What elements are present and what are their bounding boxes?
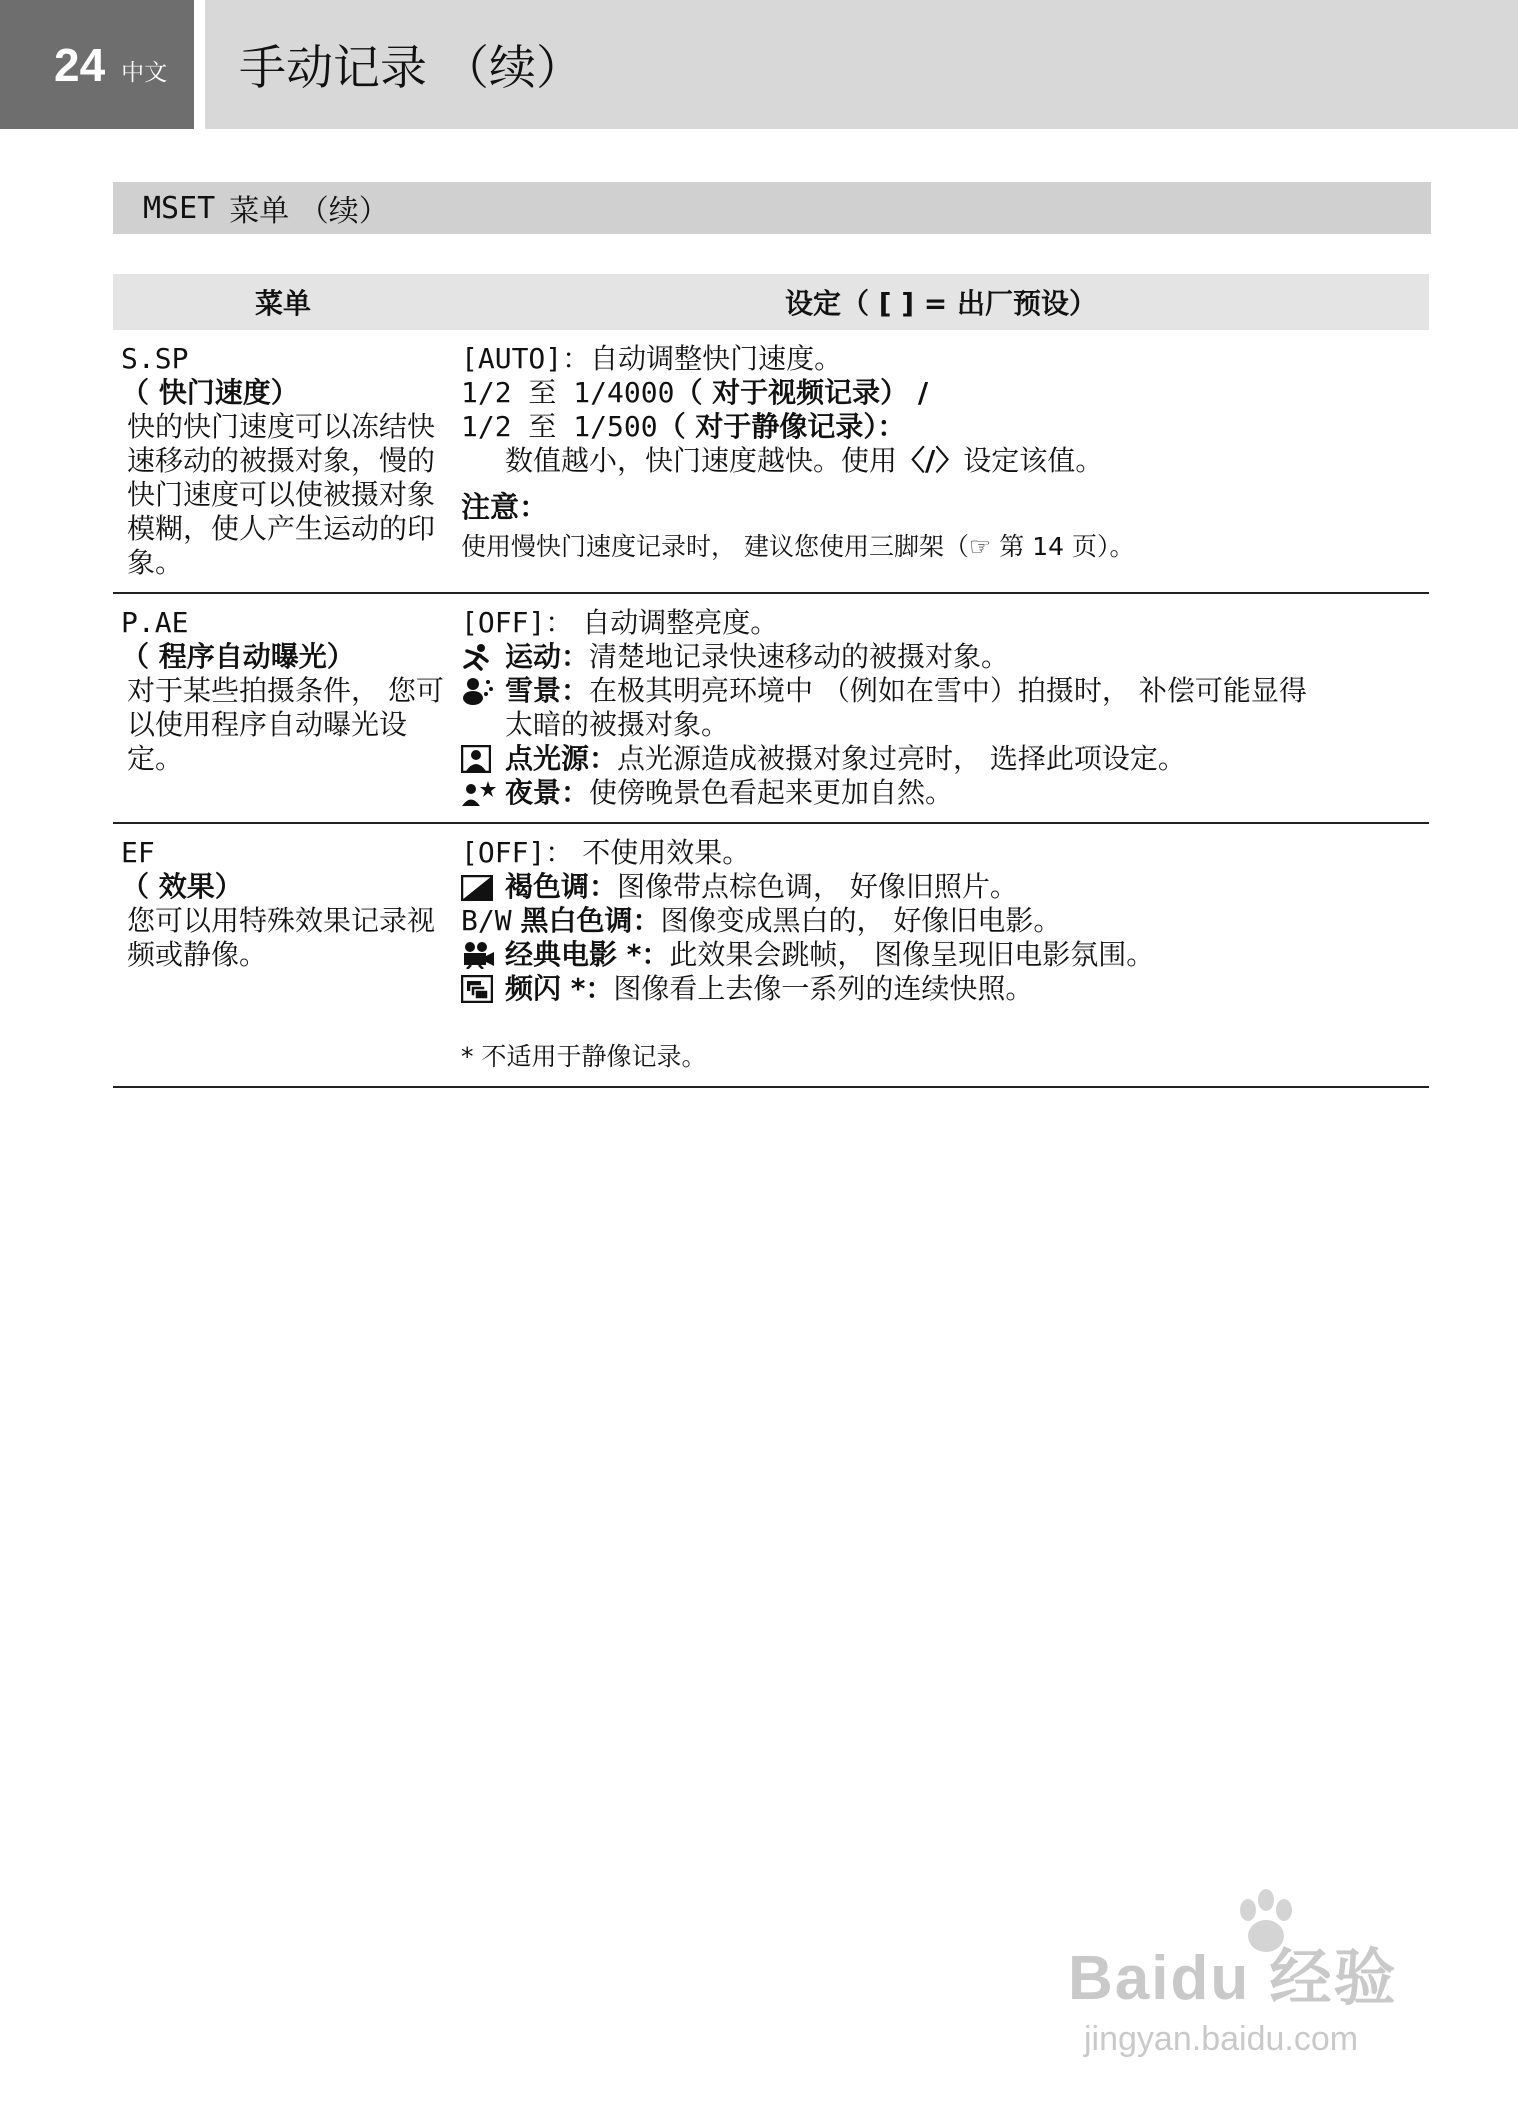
option-text: 此效果会跳帧， 图像呈现旧电影氛围。 bbox=[669, 938, 1155, 971]
option-label: 运动： bbox=[505, 640, 590, 673]
setting-code: [OFF] bbox=[461, 606, 546, 639]
note-title: 注意： bbox=[461, 490, 549, 524]
setting-text: 数值越小，快门速度越快。使用 bbox=[505, 444, 898, 477]
setting-text: 设定该值。 bbox=[963, 444, 1104, 477]
setting-text: ： 不使用效果。 bbox=[545, 836, 751, 869]
setting-cell bbox=[453, 593, 1429, 823]
setting-cell bbox=[453, 823, 1429, 1087]
setting-line bbox=[461, 836, 1421, 870]
setting-line bbox=[461, 776, 1421, 810]
setting-line bbox=[461, 410, 1421, 444]
setting-cell bbox=[453, 330, 1429, 593]
table-row-effect bbox=[113, 823, 1429, 1087]
table-row-program-ae bbox=[113, 593, 1429, 823]
arrow-buttons-label: 〈/〉 bbox=[897, 444, 964, 477]
setting-line bbox=[461, 972, 1421, 1006]
setting-code: 1/2 至 1/500 bbox=[461, 410, 658, 443]
menu-name: （ 快门速度） bbox=[121, 376, 299, 409]
snow-icon bbox=[461, 674, 499, 708]
menu-description: 您可以用特殊效果记录视频或静像。 bbox=[127, 904, 436, 971]
setting-line bbox=[461, 938, 1421, 972]
table-row-shutter-speed bbox=[113, 330, 1429, 593]
setting-line bbox=[461, 342, 1421, 376]
page-number-block bbox=[0, 0, 194, 129]
menu-code: P.AE bbox=[121, 606, 189, 639]
option-text: 使傍晚景色看起来更加自然。 bbox=[589, 776, 954, 809]
option-text: 图像变成黑白的， 好像旧电影。 bbox=[660, 904, 1062, 937]
setting-line bbox=[461, 444, 1421, 478]
setting-code: [AUTO] bbox=[461, 342, 563, 375]
note-text: 使用慢快门速度记录时， 建议您使用三脚架（☞ 第 14 页）。 bbox=[461, 532, 1135, 561]
setting-line bbox=[461, 742, 1421, 776]
sports-icon bbox=[461, 640, 499, 674]
setting-text: ：自动调整快门速度。 bbox=[562, 342, 843, 375]
option-label: 黑白色调： bbox=[520, 904, 661, 937]
option-text: 清楚地记录快速移动的被摄对象。 bbox=[589, 640, 1010, 673]
menu-name: （ 效果） bbox=[121, 870, 243, 903]
footnote: * 不适用于静像记录。 bbox=[461, 1042, 707, 1071]
baidu-watermark bbox=[1058, 1888, 1438, 2088]
watermark-brand: Baidu 经验 bbox=[1068, 1944, 1398, 2013]
option-text: 图像看上去像一系列的连续快照。 bbox=[613, 972, 1034, 1005]
language-label: 中文 bbox=[121, 60, 168, 86]
setting-code: [OFF] bbox=[461, 836, 546, 869]
option-label: 频闪 *： bbox=[505, 972, 614, 1005]
page-title: 手动记录 （续） bbox=[205, 0, 1518, 129]
setting-line bbox=[461, 640, 1421, 674]
classic-film-icon bbox=[461, 938, 499, 972]
setting-text: （ 对于静像记录）： bbox=[657, 410, 906, 443]
menu-description: 快的快门速度可以冻结快速移动的被摄对象，慢的快门速度可以使被摄对象模糊，使人产生运动的印象。 bbox=[127, 410, 436, 579]
watermark-site: jingyan.baidu.com bbox=[1084, 2020, 1359, 2058]
section-heading bbox=[113, 182, 1431, 234]
menu-cell bbox=[113, 593, 453, 823]
spotlight-icon bbox=[461, 742, 499, 776]
setting-text: ： 自动调整亮度。 bbox=[545, 606, 779, 639]
setting-line bbox=[461, 904, 1421, 938]
setting-code: 1/2 至 1/4000 bbox=[461, 376, 675, 409]
column-header-menu: 菜单 bbox=[113, 274, 453, 330]
column-header-setting: 设定（ [ ] = 出厂预设） bbox=[453, 274, 1429, 330]
night-icon bbox=[461, 776, 499, 810]
menu-cell bbox=[113, 330, 453, 593]
table-header-row bbox=[113, 274, 1429, 330]
option-label: 雪景： bbox=[505, 674, 590, 707]
option-text: 点光源造成被摄对象过亮时， 选择此项设定。 bbox=[617, 742, 1186, 775]
option-text: 在极其明亮环境中 （例如在雪中）拍摄时， 补偿可能显得 bbox=[589, 674, 1307, 707]
menu-cell bbox=[113, 823, 453, 1087]
option-text: 图像带点棕色调， 好像旧照片。 bbox=[617, 870, 1018, 903]
bw-code: B/W bbox=[461, 904, 512, 937]
menu-code: S.SP bbox=[121, 342, 189, 375]
setting-text: （ 对于视频记录） / bbox=[674, 376, 929, 409]
sepia-icon bbox=[461, 870, 499, 904]
settings-table bbox=[113, 274, 1429, 1088]
setting-line bbox=[461, 708, 1421, 742]
setting-line bbox=[461, 606, 1421, 640]
option-label: 夜景： bbox=[505, 776, 590, 809]
menu-name: （ 程序自动曝光） bbox=[121, 640, 355, 673]
setting-line bbox=[461, 674, 1421, 708]
option-label: 褐色调： bbox=[505, 870, 618, 903]
option-label: 点光源： bbox=[505, 742, 618, 775]
menu-code: EF bbox=[121, 836, 155, 869]
page-number: 24 bbox=[54, 38, 106, 91]
section-title: 菜单 （续） bbox=[229, 194, 389, 229]
setting-line bbox=[461, 870, 1421, 904]
spacer bbox=[461, 1006, 1421, 1040]
strobe-icon bbox=[461, 972, 499, 1006]
section-code: MSET bbox=[143, 190, 216, 226]
option-text: 太暗的被摄对象。 bbox=[505, 708, 730, 741]
option-label: 经典电影 *： bbox=[505, 938, 670, 971]
setting-line bbox=[461, 376, 1421, 410]
menu-description: 对于某些拍摄条件， 您可以使用程序自动曝光设定。 bbox=[127, 674, 444, 775]
